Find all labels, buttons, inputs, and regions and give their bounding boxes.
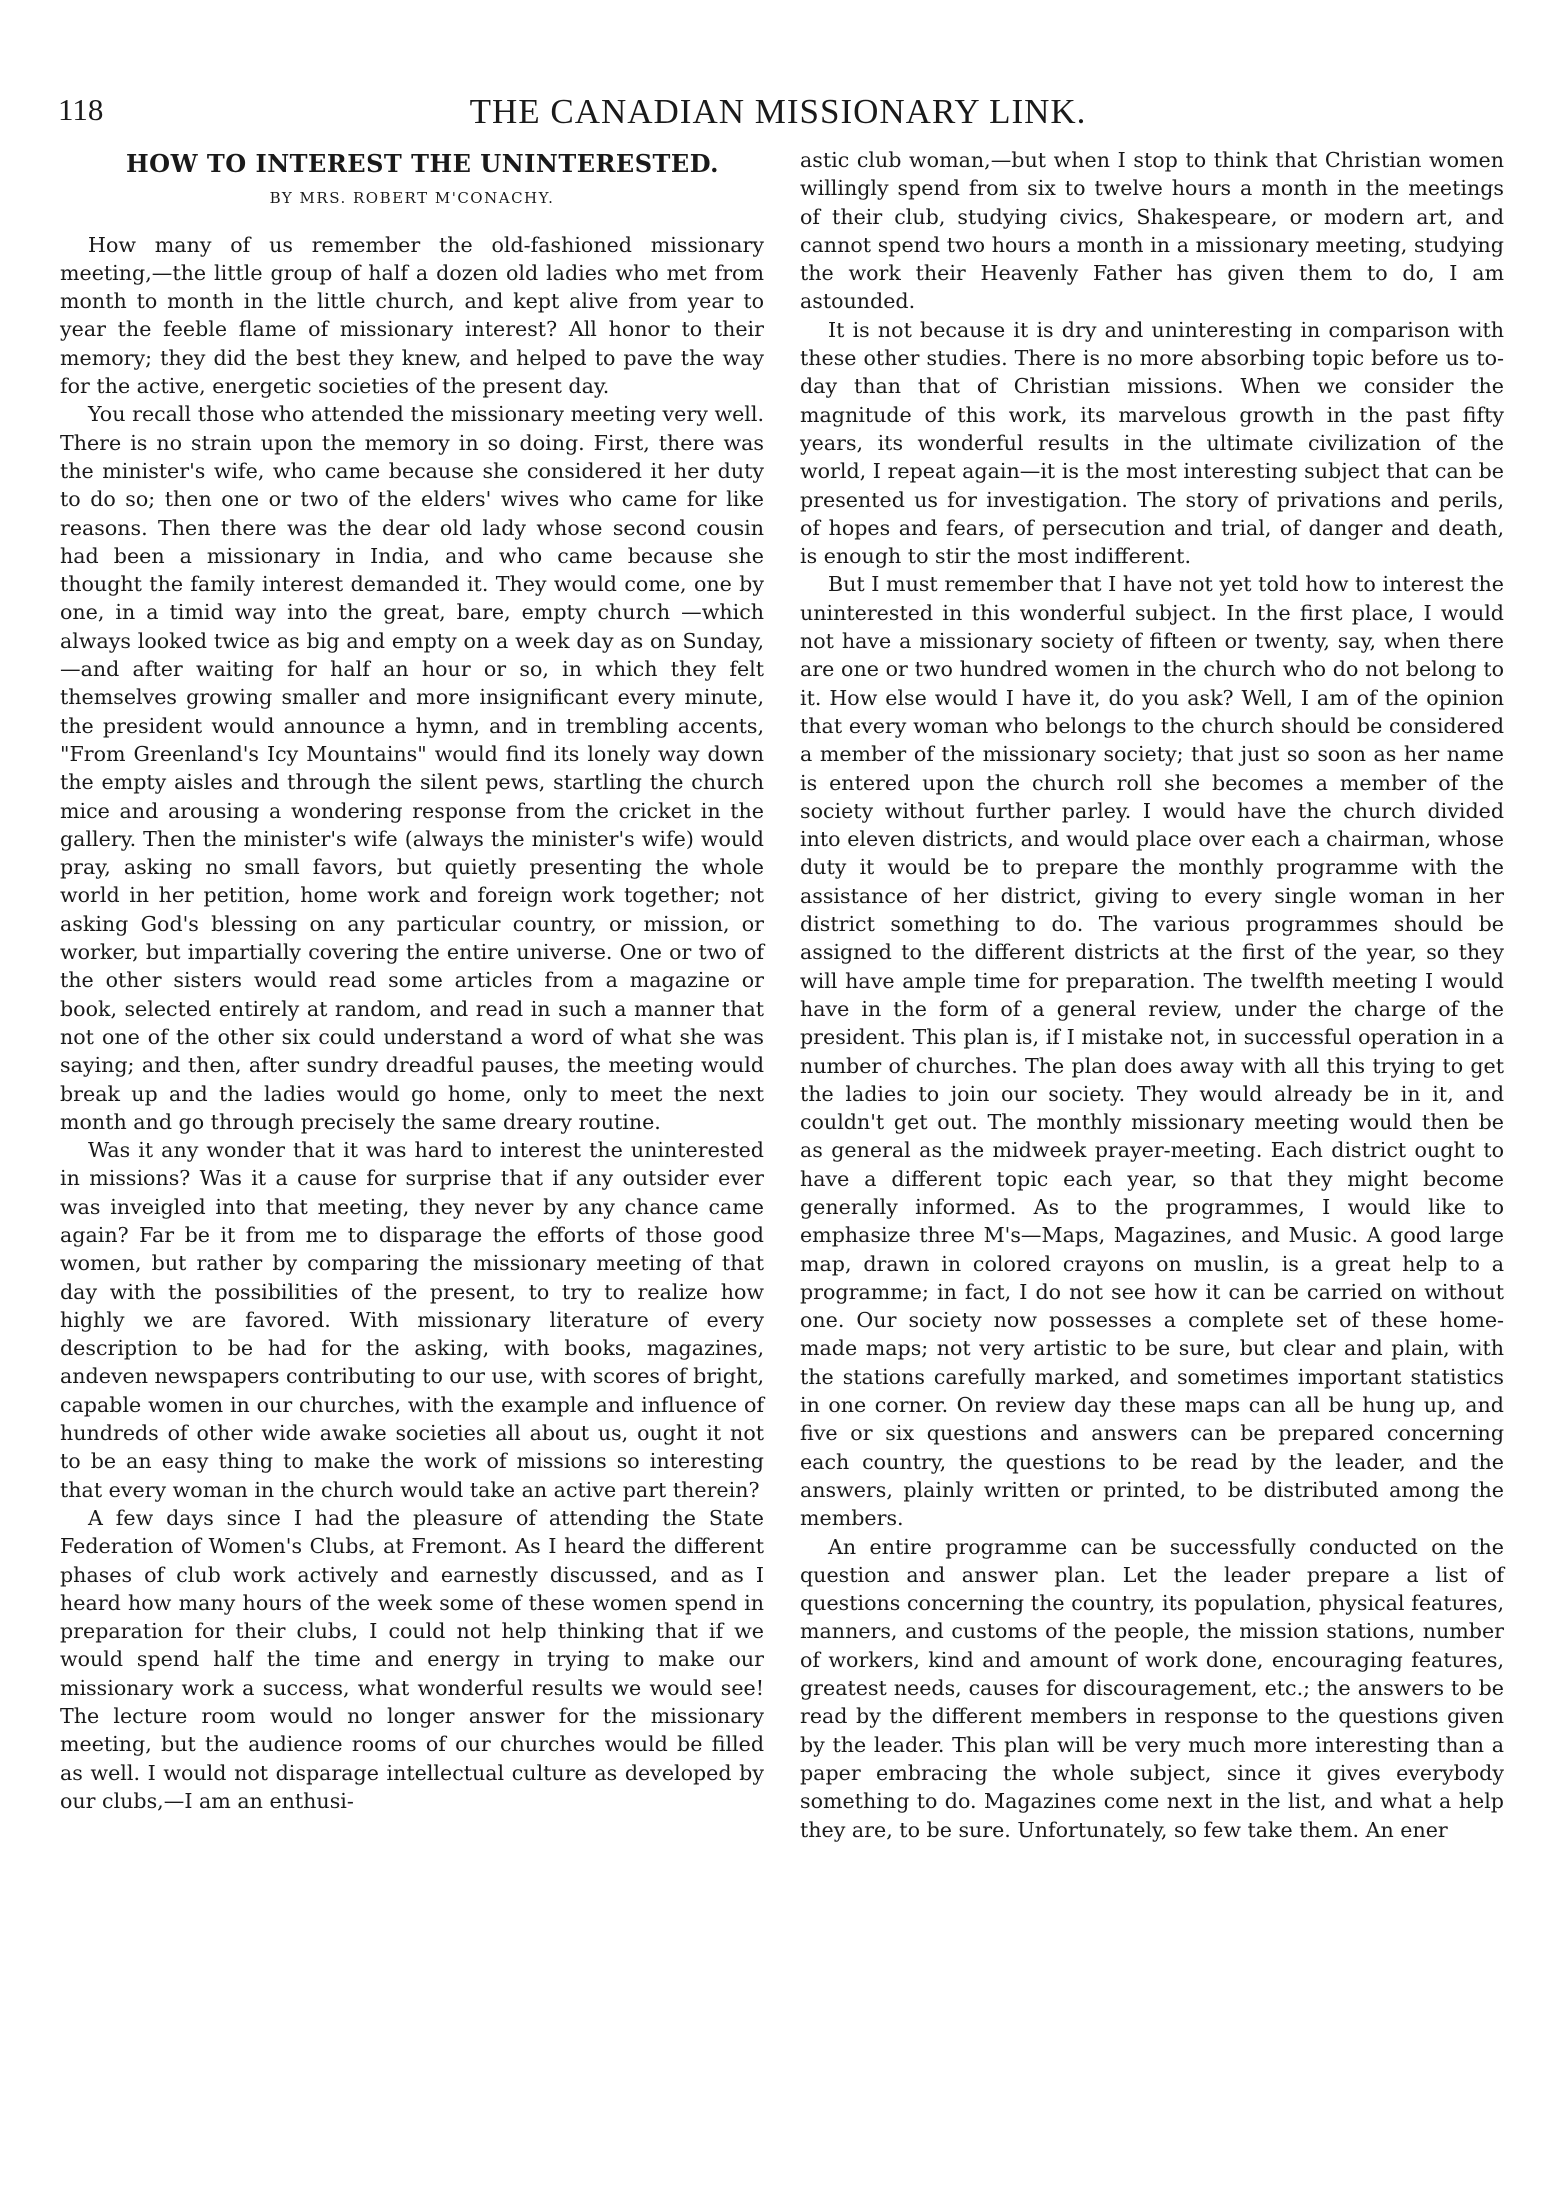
page-number: 118 — [58, 92, 104, 127]
paragraph: It is not because it is dry and uninteresting in comparison with these other studies. There is no more absorbing topic before us to-day than that of Christian missions. When we consider the magnitude of this work, its marvelous growth in the past fifty years, its wonderful results in the ultimate civilization of the world, I repeat again—it is the most interesting subject that can be presented us for investigation. The story of privations and perils, of hopes and fears, of persecution and trial, of danger and death, is enough to stir the most indifferent. — [800, 317, 1504, 569]
paragraph: Was it any wonder that it was hard to interest the uninterested in missions? Was it a cause for surprise that if any outsider ever was inveigled into that meeting, they never by any chance came again? Far be it from me to disparage the efforts of those good women, but rather by comparing the missionary meeting of that day with the possibilities of the present, to try to realize how highly we are favored. With missionary literature of every description to be had for the asking, with books, magazines, andeven newspapers contributing to our use, with scores of bright, capable women in our churches, with the example and influence of hundreds of other wide awake societies all about us, ought it not to be an easy thing to make the work of missions so interesting that every woman in the church would take an active part therein? — [60, 1138, 764, 1502]
paragraph: You recall those who attended the missionary meeting very well. There is no strain upon the memory in so doing. First, there was the minister's wife, who came because she considered it her duty to do so; then one or two of the elders' wives who came for like reasons. Then there was the dear old lady whose second cousin had been a missionary in India, and who came because she thought the family interest demanded it. They would come, one by one, in a timid way into the great, bare, empty church —which always looked twice as big and empty on a week day as on Sunday,—and after waiting for half an hour or so, in which they felt themselves growing smaller and more insignificant every minute, the president would announce a hymn, and in trembling accents, "From Greenland's Icy Mountains" would find its lonely way down the empty aisles and through the silent pews, startling the church mice and arousing a wondering response from the cricket in the gallery. Then the minister's wife (always the minister's wife) would pray, asking no small favors, but quietly presenting the whole world in her petition, home work and foreign work together; not asking God's blessing on any particular country, or mission, or worker, but impartially covering the entire universe. One or two of the other sisters would read some articles from a magazine or book, selected entirely at random, and read in such a manner that not one of the other six could understand a word of what she was saying; and then, after sundry dreadful pauses, the meeting would break up and the ladies would go home, only to meet the next month and go through precisely the same dreary routine. — [60, 402, 764, 1134]
paragraph: But I must remember that I have not yet told how to interest the uninterested in this wonderful subject. In the first place, I would not have a missionary society of fifteen or twenty, say, when there are one or two hundred women in the church who do not belong to it. How else would I have it, do you ask? Well, I am of the opinion that every woman who belongs to the church should be considered a member of the missionary society; that just so soon as her name is entered upon the church roll she becomes a member of the society without further parley. I would have the church divided into eleven districts, and would place over each a chairman, whose duty it would be to prepare the monthly programme with the assistance of her district, giving to every single woman in her district something to do. The various programmes should be assigned to the different districts at the first of the year, so they will have ample time for preparation. The twelfth meeting I would have in the form of a general review, under the charge of the president. This plan is, if I mistake not, in successful operation in a number of churches. The plan does away with all this trying to get the ladies to join our society. They would already be in it, and couldn't get out. The monthly missionary meeting would then be as general as the midweek prayer-meeting. Each district ought to have a different topic each year, so that they might become generally informed. As to the programmes, I would like to emphasize three M's—Maps, Magazines, and Music. A good large map, drawn in colored crayons on muslin, is a great help to a programme; in fact, I do not see how it can be carried on without one. Our society now possesses a complete set of these home-made maps; not very artistic to be sure, but clear and plain, with the stations carefully marked, and sometimes important statistics in one corner. On review day these maps can all be hung up, and five or six questions and answers can be prepared concerning each country, the questions to be read by the leader, and the answers, plainly written or printed, to be distributed among the members. — [800, 572, 1504, 1531]
paragraph-continuation: astic club woman,—but when I stop to think that Christian women willingly spend from six to twelve hours a month in the meetings of their club, studying civics, Shakespeare, or modern art, and cannot spend two hours a month in a missionary meeting, studying the work their Heavenly Father has given them to do, I am astounded. — [800, 148, 1504, 314]
paragraph: An entire programme can be successfully conducted on the question and answer plan. Let the leader prepare a list of questions concerning the country, its population, physical features, manners, and customs of the people, the mission stations, number of workers, kind and amount of work done, encouraging features, greatest needs, causes for discouragement, etc.; the answers to be read by the different members in response to the questions given by the leader. This plan will be very much more interesting than a paper embracing the whole subject, since it gives everybody something to do. Magazines come next in the list, and what a help they are, to be sure. Unfortunately, so few take them. An ener — [800, 1534, 1504, 1842]
article-title: HOW TO INTEREST THE UNINTERESTED. — [126, 149, 720, 178]
left-column — [60, 146, 764, 1815]
article-byline: BY MRS. ROBERT M'CONACHY. — [269, 189, 555, 208]
paragraph: A few days since I had the pleasure of attending the State Federation of Women's Clubs, at Fremont. As I heard the different phases of club work actively and earnestly discussed, and as I heard how many hours of the week some of these women spend in preparation for their clubs, I could not help thinking that if we would spend half the time and energy in trying to make our missionary work a success, what wonderful results we would see! The lecture room would no longer answer for the missionary meeting, but the audience rooms of our churches would be filled as well. I would not disparage intellectual culture as developed by our clubs,—I am an enthusi- — [60, 1505, 764, 1813]
journal-title: THE CANADIAN MISSIONARY LINK. — [469, 92, 1087, 131]
right-column — [800, 146, 1504, 1844]
paragraph: How many of us remember the old-fashioned missionary meeting,—the little group of half a dozen old ladies who met from month to month in the little church, and kept alive from year to year the feeble flame of missionary interest? All honor to their memory; they did the best they knew, and helped to pave the way for the active, energetic societies of the present day. — [60, 232, 764, 399]
page-header — [58, 92, 1498, 140]
